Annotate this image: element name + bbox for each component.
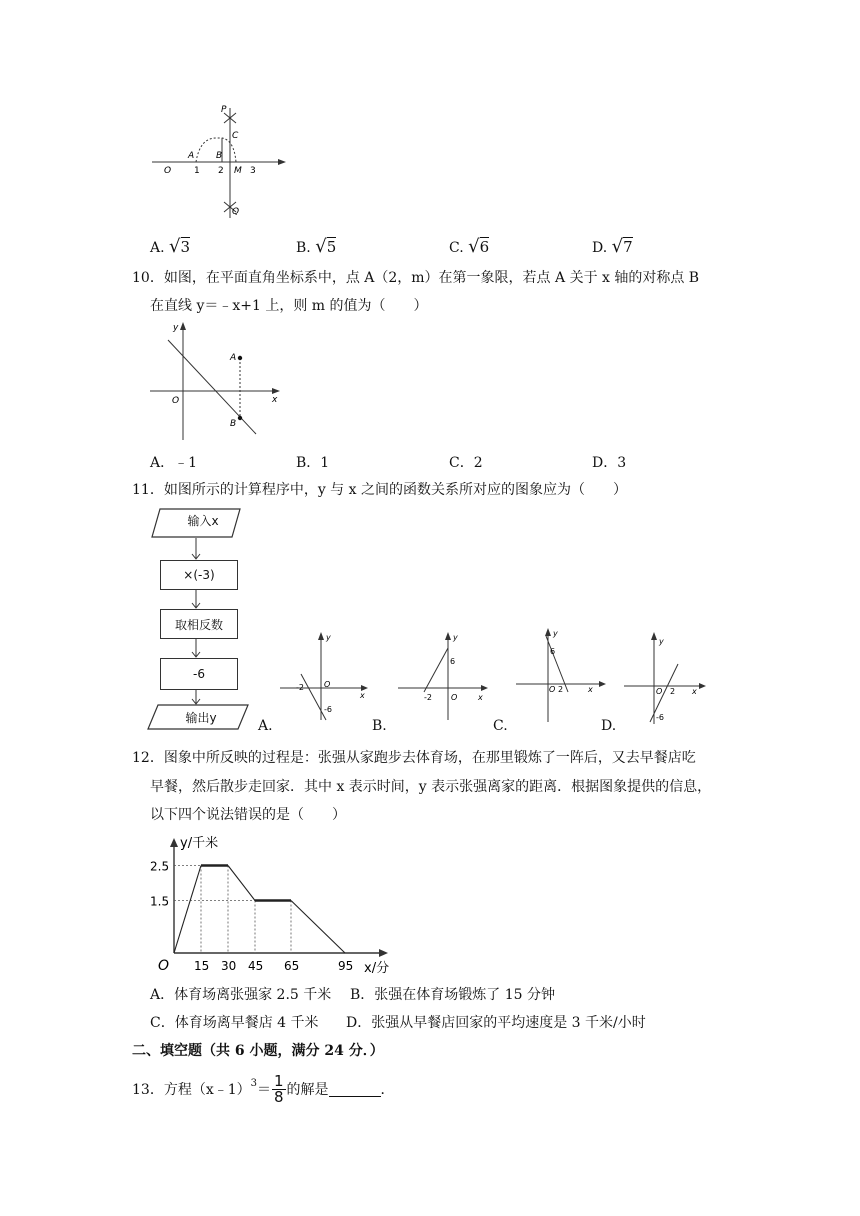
svg-text:O: O: [656, 687, 663, 696]
q9-option-c: C. √6: [449, 236, 490, 257]
y-axis-arrow: [170, 838, 178, 847]
q9-label-q: Q: [232, 207, 240, 217]
q9-label-c: C: [232, 131, 239, 141]
svg-text:O: O: [451, 693, 458, 702]
flow-box-negate: 取相反数: [160, 609, 238, 639]
q11-graph-d: [622, 630, 712, 726]
q9-label-2: 2: [218, 166, 224, 176]
q9-figure: [148, 100, 288, 228]
svg-text:2: 2: [670, 687, 676, 696]
svg-text:x: x: [360, 691, 365, 700]
q9-label-b: B: [216, 151, 223, 161]
x-tick-label: 30: [221, 959, 237, 973]
y-tick-label: 2.5: [150, 859, 170, 874]
q12-text-line1: 12．图象中所反映的过程是：张强从家跑步去体育场，在那里锻炼了一阵后，又去早餐店吃: [132, 750, 696, 766]
svg-text:-6: -6: [324, 705, 332, 714]
q9-option-a: A. √3: [150, 236, 191, 257]
q13-exponent: 3: [250, 1078, 257, 1089]
q10-option-a: A．﹣1: [150, 455, 198, 471]
q13-text: 13．方程（x﹣1） $^3$ ＝ 1 8 的解是 ．: [132, 1072, 395, 1106]
svg-text:x: x: [588, 685, 593, 694]
svg-text:y: y: [453, 633, 458, 642]
svg-text:y: y: [659, 637, 664, 646]
y-axis-label: y/千米: [180, 836, 219, 851]
y-tick-label: 1.5: [150, 894, 170, 909]
q10-text-line2: 在直线 y＝﹣x+1 上，则 m 的值为（ ）: [150, 298, 428, 314]
x-axis-arrow: [379, 949, 388, 957]
q11-option-c: C.: [493, 718, 508, 734]
svg-text:O: O: [324, 680, 331, 689]
origin-label: O: [158, 958, 170, 974]
q13-fraction: 1 8: [274, 1072, 284, 1106]
q10-label-y: y: [173, 323, 179, 333]
q9-label-m: M: [234, 166, 242, 176]
q12-option-a: A．体育场离张强家 2.5 千米: [150, 987, 332, 1003]
svg-text:6: 6: [550, 647, 556, 656]
q12-option-c: C．体育场离早餐店 4 千米: [150, 1015, 319, 1031]
q13-prefix: 13．方程（x﹣1）: [132, 1081, 251, 1098]
q11-graph-c: [514, 626, 610, 722]
q12-text-line3: 以下四个说法错误的是（ ）: [150, 807, 346, 823]
q11-text-line1: 11．如图所示的计算程序中，y 与 x 之间的函数关系所对应的图象应为（ ）: [132, 482, 627, 498]
svg-text:y: y: [553, 629, 558, 638]
x-tick-label: 95: [338, 959, 354, 973]
series-segment: [228, 866, 255, 901]
svg-text:-6: -6: [656, 713, 664, 722]
q10-label-x: x: [272, 395, 278, 405]
series-segment: [174, 866, 201, 954]
svg-text:O: O: [549, 685, 556, 694]
q11-graph-b: [396, 630, 492, 722]
svg-text:6: 6: [450, 657, 456, 666]
q12-text-line2: 早餐，然后散步走回家．其中 x 表示时间，y 表示张强离家的距离．根据图象提供的信息，: [150, 779, 712, 795]
q10-option-c: C．2: [449, 455, 483, 471]
q12-option-b: B．张强在体育场锻炼了 15 分钟: [350, 987, 556, 1003]
q9-option-b: B. √5: [296, 236, 337, 257]
q13-answer-blank[interactable]: [329, 1082, 381, 1097]
svg-text:x: x: [692, 687, 697, 696]
q11-graph-a: [276, 630, 372, 722]
svg-text:-2: -2: [296, 683, 304, 692]
flow-input-label: 输入x: [187, 514, 219, 528]
section-title-fill-in: 二、填空题（共 6 小题，满分 24 分．）: [132, 1043, 384, 1059]
q11-option-a: A.: [258, 718, 273, 734]
q10-option-d: D．3: [592, 455, 627, 471]
svg-text:-2: -2: [424, 693, 432, 702]
q9-label-p: P: [221, 105, 227, 115]
x-tick-label: 15: [194, 959, 210, 973]
q10-label-o: O: [172, 396, 180, 406]
q11-option-b: B.: [372, 718, 387, 734]
x-tick-label: 45: [248, 959, 264, 973]
svg-text:2: 2: [558, 685, 564, 694]
q12-option-d: D．张强从早餐店回家的平均速度是 3 千米/小时: [346, 1015, 646, 1031]
flow-output-label: 输出y: [185, 711, 217, 725]
q11-option-d: D.: [601, 718, 617, 734]
q10-text-line1: 10．如图，在平面直角坐标系中，点 A（2，m）在第一象限，若点 A 关于 x 轴的对称点 B: [132, 270, 700, 286]
q10-figure: [146, 318, 284, 444]
svg-text:y: y: [326, 633, 331, 642]
q10-label-b: B: [230, 419, 237, 429]
q9-label-a: A: [188, 151, 195, 161]
flow-box-multiply: ×(-3): [160, 560, 238, 590]
series-segment: [291, 901, 345, 954]
q9-label-o: O: [164, 166, 172, 176]
q12-distance-time-chart: [150, 833, 400, 978]
q10-option-b: B．1: [296, 455, 330, 471]
q9-option-d: D. √7: [592, 236, 633, 257]
flow-box-minus6: -6: [160, 658, 238, 690]
svg-text:x: x: [478, 693, 483, 702]
q9-label-1: 1: [194, 166, 200, 176]
q10-label-a: A: [230, 353, 237, 363]
x-tick-label: 65: [284, 959, 300, 973]
x-axis-label: x/分: [364, 961, 390, 976]
q9-label-3: 3: [250, 166, 256, 176]
